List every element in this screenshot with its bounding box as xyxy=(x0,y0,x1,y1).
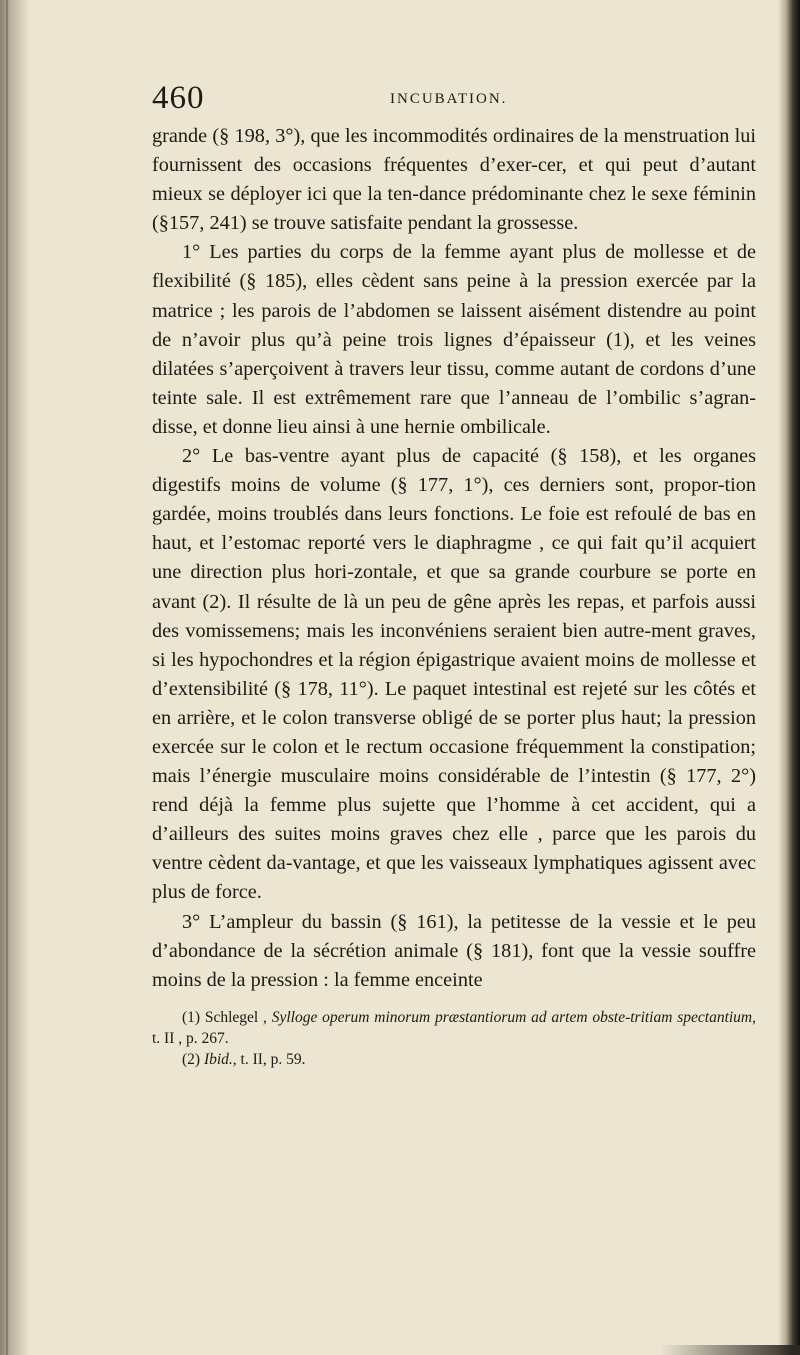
page-header xyxy=(152,78,756,122)
paragraph-continuation: grande (§ 198, 3°), que les incommodités ordinaires de la menstruation lui fournissent des occasions fréquentes d’exer-cer, et qui peut d’autant mieux se déployer ici que la ten-dance prédominante chez le sexe féminin (§157, 241) se trouve satisfaite pendant la grossesse. xyxy=(152,125,756,235)
footnote-2-marker: (2) xyxy=(182,1050,201,1068)
footnote-2-title: Ibid. xyxy=(203,1050,233,1068)
paragraph-point-2: 2° Le bas-ventre ayant plus de capacité (§ 158), et les organes digestifs moins de volume (§ 177, 1°), ces derniers sont, propor-tion gardée, moins troublés dans leurs fonctions. Le foie est refoulé de bas en haut, et l’estomac reporté vers le diaphragme , ce qui fait qu’il acquiert une direction plus hori-zontale, et que sa grande courbure se porte en avant (2). Il résulte de là un peu de gêne après les repas, et parfois aussi des vomissemens; mais les inconvéniens seraient bien autre-ment graves, si les hypochondres et la région épigastrique avaient moins de mollesse et d’extensibilité (§ 178, 11°). Le paquet intestinal est rejeté sur les côtés et en arrière, et le colon transverse obligé de se porter plus haut; la pression exercée sur le colon et le rectum occasione fréquemment la constipation; mais l’énergie musculaire moins considérable de l’intestin (§ 177, 2°) rend déjà la femme plus sujette que l’homme à cet accident, qui a d’ailleurs des suites moins graves chez elle , parce que les parois du ventre cèdent da-vantage, et que les vaisseaux lymphatiques agissent avec plus de force. xyxy=(152,445,756,904)
footnote-1-title: Sylloge operum minorum præstantiorum ad artem obste-tritiam spectantium xyxy=(271,1008,753,1026)
footnote-2 xyxy=(152,1049,756,1070)
footnotes xyxy=(152,1007,756,1070)
footnote-1-rest: , t. II , p. 267. xyxy=(152,1008,756,1047)
page-corner-shadow xyxy=(660,1345,800,1355)
footnote-1 xyxy=(152,1007,756,1049)
book-page xyxy=(152,78,756,1070)
footnote-1-marker: (1) Schlegel , xyxy=(182,1008,267,1026)
footnote-2-rest: , t. II, p. 59. xyxy=(232,1050,306,1068)
page-edge-shadow xyxy=(778,0,800,1355)
page-number: 460 xyxy=(152,80,205,116)
paragraph-point-1: 1° Les parties du corps de la femme ayant plus de mollesse et de flexibilité (§ 185), elles cèdent sans peine à la pression exercée par la matrice ; les parois de l’abdomen se laissent aisément distendre au point de n’avoir plus qu’à peine trois lignes d’épaisseur (1), et les veines dilatées s’aperçoivent à travers leur tissu, comme autant de cordons d’une teinte sale. Il est extrêmement rare que l’anneau de l’ombilic s’agran-disse, et donne lieu ainsi à une hernie ombilicale. xyxy=(152,241,756,438)
paragraph-point-3: 3° L’ampleur du bassin (§ 161), la petitesse de la vessie et le peu d’abondance de la sécrétion animale (§ 181), font que la vessie souffre moins de la pression : la femme enceinte xyxy=(152,910,756,991)
page-binding-shadow xyxy=(0,0,30,1355)
running-title: INCUBATION. xyxy=(390,91,508,107)
body-text xyxy=(152,122,756,995)
